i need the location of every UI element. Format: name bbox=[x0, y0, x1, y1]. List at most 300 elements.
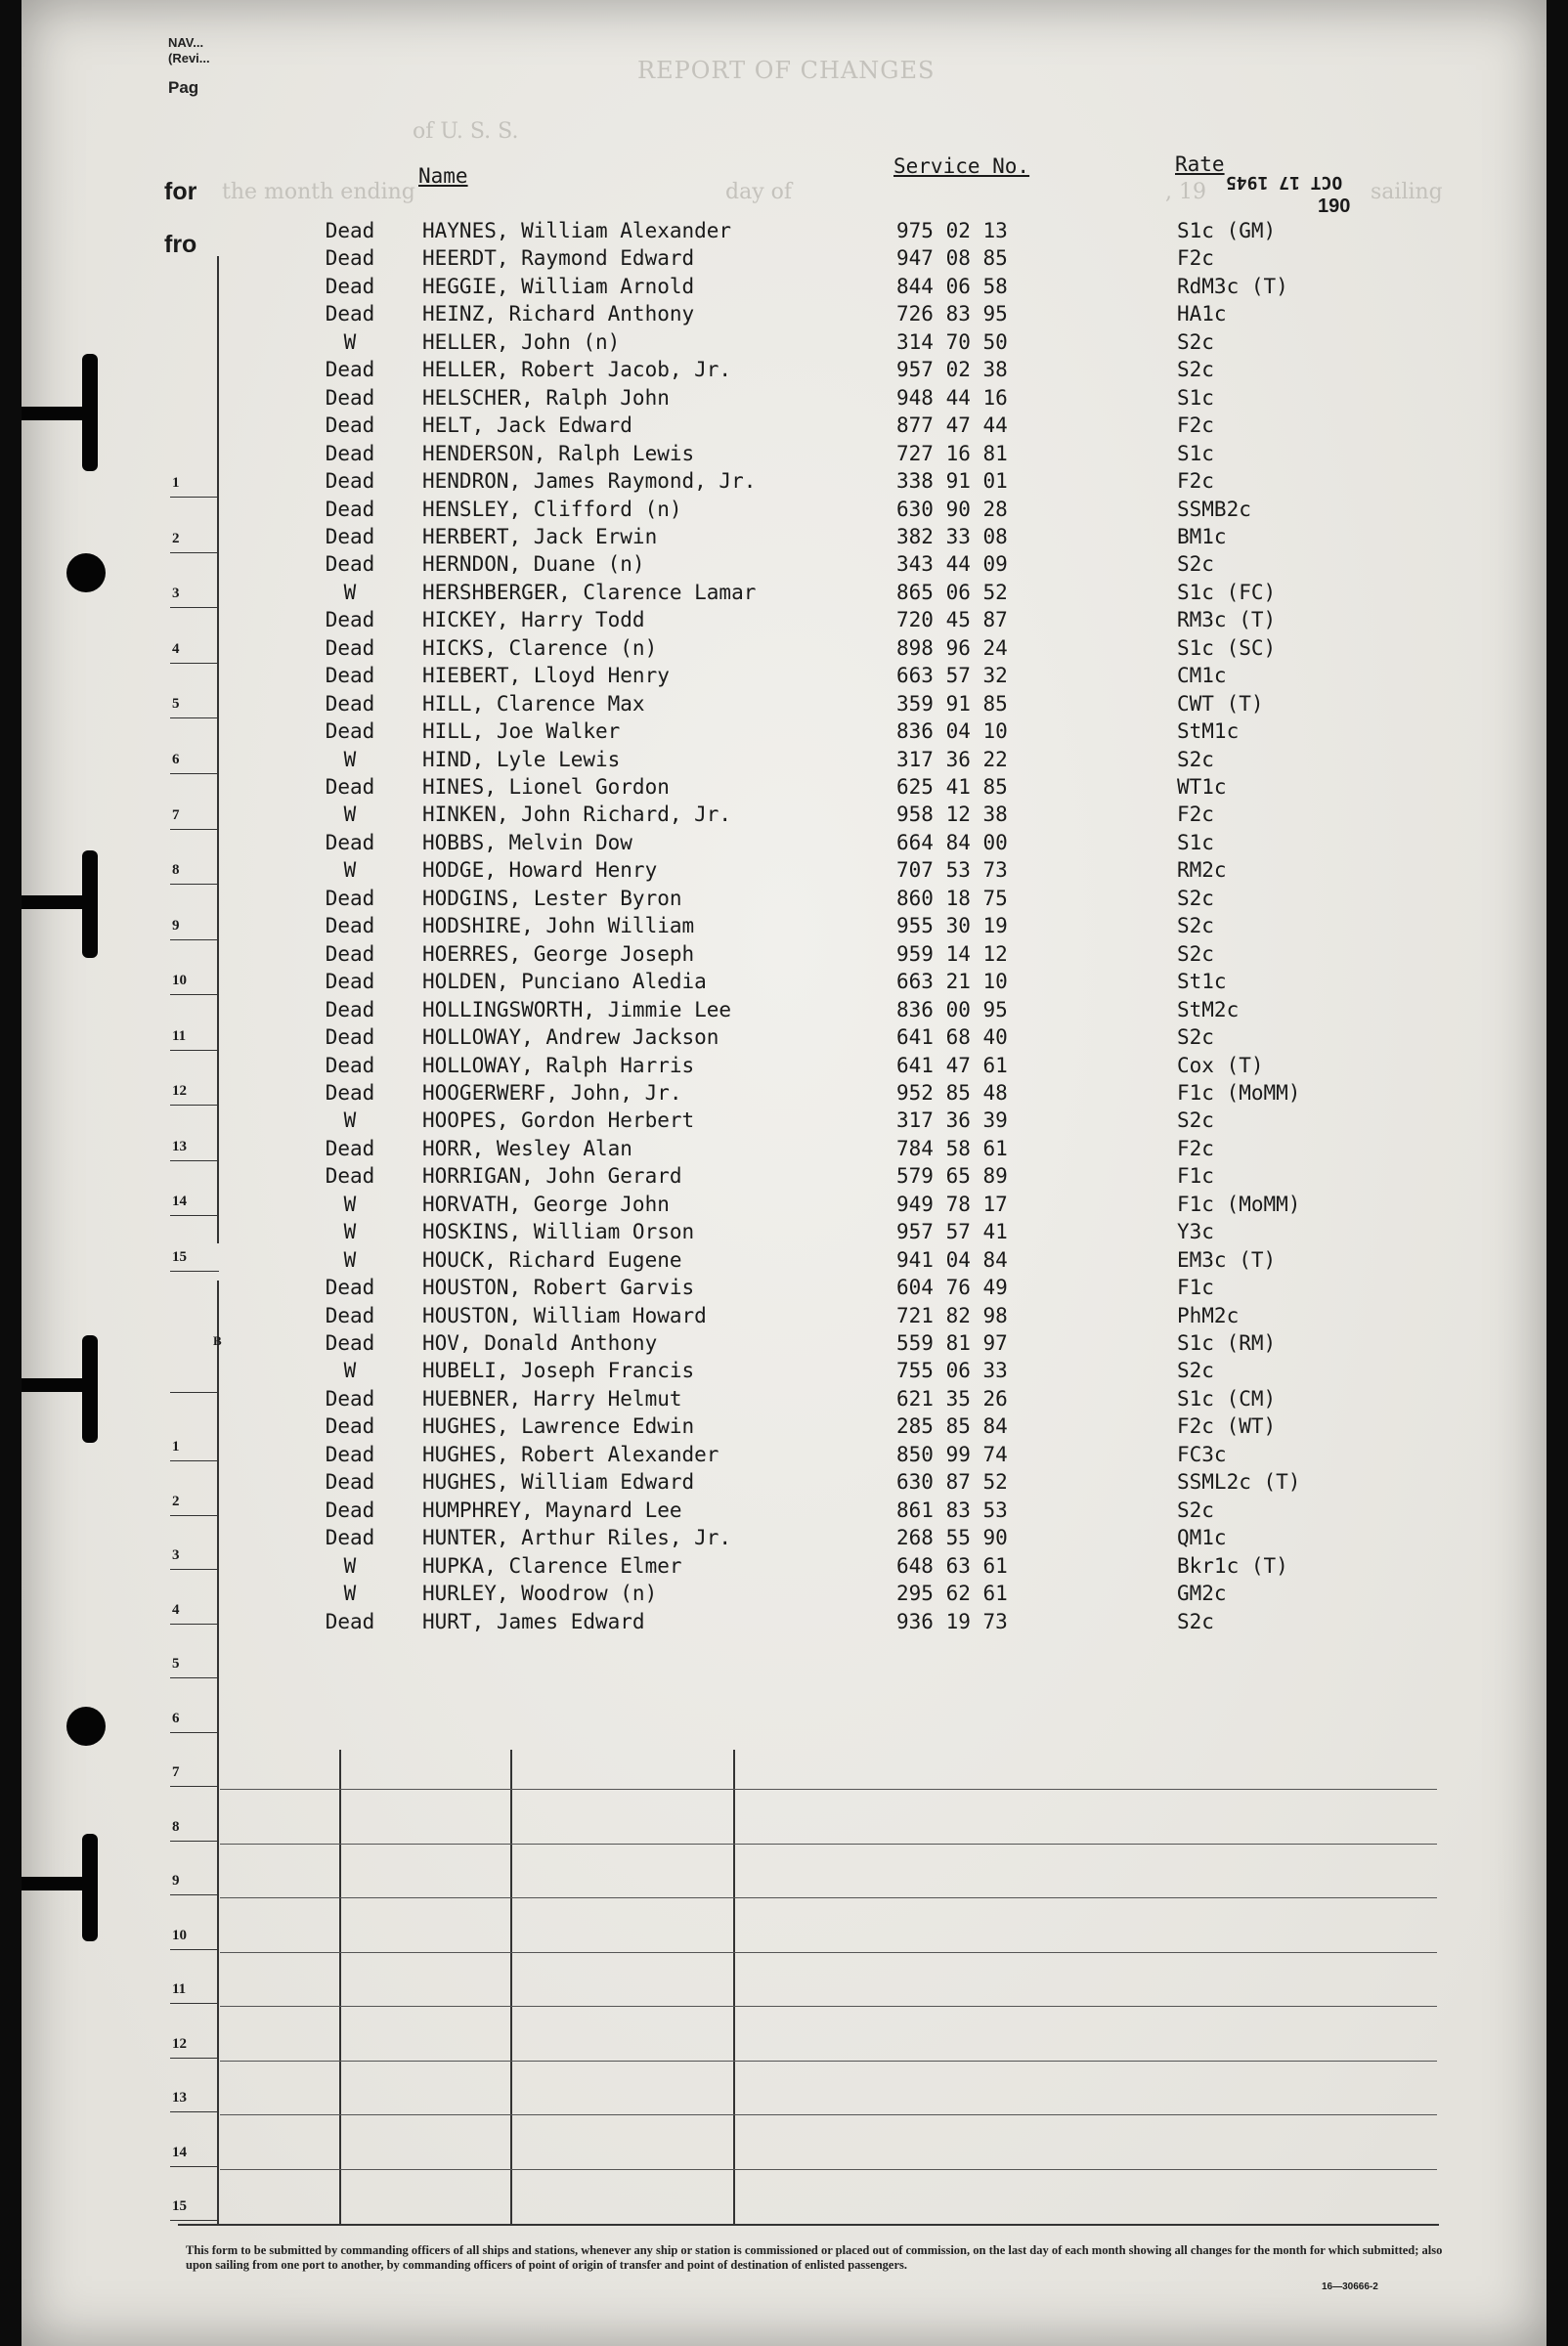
record-service-no: 836 00 95 bbox=[896, 997, 1008, 1021]
record-service-no: 955 30 19 bbox=[896, 914, 1008, 938]
record-service-no: 268 55 90 bbox=[896, 1526, 1008, 1550]
page-label: Pag bbox=[168, 78, 199, 97]
grid-rule-2 bbox=[510, 1750, 512, 2224]
record-name: HOUCK, Richard Eugene bbox=[422, 1247, 682, 1272]
record-row bbox=[22, 1193, 1546, 1220]
record-service-no: 860 18 75 bbox=[896, 886, 1008, 910]
record-service-no: 317 36 22 bbox=[896, 747, 1008, 771]
record-name: HUNTER, Arthur Riles, Jr. bbox=[422, 1526, 732, 1550]
record-service-no: 721 82 98 bbox=[896, 1303, 1008, 1327]
margin-line bbox=[170, 939, 219, 940]
record-name: HUGHES, Robert Alexander bbox=[422, 1442, 719, 1466]
record-service-no: 314 70 50 bbox=[896, 329, 1008, 354]
grid-line bbox=[220, 1844, 1437, 1845]
record-service-no: 898 96 24 bbox=[896, 635, 1008, 660]
rate-column-header: Rate bbox=[1175, 152, 1225, 176]
punch-hole-2 bbox=[66, 1707, 106, 1746]
margin-line bbox=[170, 1841, 219, 1842]
record-service-no: 727 16 81 bbox=[896, 441, 1008, 465]
margin-line bbox=[170, 1105, 219, 1106]
record-rate: HA1c bbox=[1177, 302, 1227, 326]
record-status: Dead bbox=[325, 1025, 375, 1050]
form-month-faint: the month ending bbox=[222, 180, 415, 204]
record-rate: St1c bbox=[1177, 970, 1227, 994]
record-row bbox=[22, 469, 1546, 497]
record-rate: QM1c bbox=[1177, 1526, 1227, 1550]
record-name: HINKEN, John Richard, Jr. bbox=[422, 803, 732, 827]
record-status: W bbox=[343, 747, 357, 771]
record-status: Dead bbox=[325, 1470, 375, 1495]
record-name: HERSHBERGER, Clarence Lamar bbox=[422, 580, 757, 604]
record-service-no: 952 85 48 bbox=[896, 1080, 1008, 1105]
margin-line bbox=[170, 1677, 219, 1678]
record-row bbox=[22, 1582, 1546, 1609]
margin-line bbox=[170, 2220, 219, 2221]
line-number: 5 bbox=[172, 1656, 180, 1672]
record-name: HODGINS, Lester Byron bbox=[422, 886, 682, 910]
record-name: HERNDON, Duane (n) bbox=[422, 552, 645, 577]
record-row bbox=[22, 442, 1546, 469]
date-stamp: OCT 17 1945 bbox=[1226, 172, 1343, 193]
record-rate: SSMB2c bbox=[1177, 497, 1251, 521]
record-name: HEGGIE, William Arnold bbox=[422, 274, 695, 298]
record-row bbox=[22, 1304, 1546, 1331]
margin-line bbox=[170, 1786, 219, 1787]
record-service-no: 630 87 52 bbox=[896, 1470, 1008, 1495]
record-service-no: 958 12 38 bbox=[896, 803, 1008, 827]
document-page bbox=[22, 0, 1546, 2346]
record-status: Dead bbox=[325, 1526, 375, 1550]
record-service-no: 285 85 84 bbox=[896, 1414, 1008, 1439]
line-number: 6 bbox=[172, 752, 180, 767]
record-row bbox=[22, 942, 1546, 970]
record-rate: F1c (MoMM) bbox=[1177, 1192, 1301, 1216]
line-number: 8 bbox=[172, 1818, 180, 1835]
record-name: HORR, Wesley Alan bbox=[422, 1136, 632, 1160]
record-row bbox=[22, 1108, 1546, 1136]
record-row bbox=[22, 1331, 1546, 1359]
record-row bbox=[22, 1387, 1546, 1414]
record-row bbox=[22, 664, 1546, 691]
line-number: 11 bbox=[172, 1981, 187, 1997]
record-row bbox=[22, 1359, 1546, 1386]
record-name: HUBELI, Joseph Francis bbox=[422, 1359, 695, 1383]
record-rate: GM2c bbox=[1177, 1582, 1227, 1606]
record-row bbox=[22, 1081, 1546, 1108]
line-number: 3 bbox=[172, 1547, 180, 1563]
line-number: 10 bbox=[172, 1927, 187, 1943]
record-name: HEINZ, Richard Anthony bbox=[422, 302, 695, 326]
record-row bbox=[22, 1414, 1546, 1442]
record-service-no: 861 83 53 bbox=[896, 1498, 1008, 1522]
grid-line bbox=[220, 1952, 1437, 1953]
record-name: HUMPHREY, Maynard Lee bbox=[422, 1498, 682, 1522]
record-name: HICKEY, Harry Todd bbox=[422, 608, 645, 632]
margin-line bbox=[170, 1271, 219, 1272]
grid-line bbox=[220, 2061, 1437, 2062]
record-row bbox=[22, 1248, 1546, 1276]
record-service-no: 975 02 13 bbox=[896, 219, 1008, 242]
grid-line bbox=[220, 2114, 1437, 2115]
record-rate: SSML2c (T) bbox=[1177, 1470, 1301, 1495]
record-name: HIEBERT, Lloyd Henry bbox=[422, 664, 670, 688]
record-status: W bbox=[343, 1108, 357, 1133]
record-service-no: 641 68 40 bbox=[896, 1025, 1008, 1050]
from-label: fro bbox=[164, 231, 197, 258]
record-name: HOLLOWAY, Andrew Jackson bbox=[422, 1025, 719, 1050]
record-service-no: 664 84 00 bbox=[896, 830, 1008, 854]
record-name: HOUSTON, William Howard bbox=[422, 1303, 707, 1327]
record-row bbox=[22, 552, 1546, 580]
record-status: Dead bbox=[325, 830, 375, 854]
margin-line bbox=[170, 497, 219, 498]
record-row bbox=[22, 887, 1546, 914]
record-name: HEERDT, Raymond Edward bbox=[422, 246, 695, 271]
service-no-column-header: Service No. bbox=[893, 154, 1030, 178]
record-service-no: 755 06 33 bbox=[896, 1359, 1008, 1383]
record-status: Dead bbox=[325, 1080, 375, 1105]
record-row bbox=[22, 1526, 1546, 1553]
record-service-no: 559 81 97 bbox=[896, 1331, 1008, 1355]
form-title-faint: REPORT OF CHANGES bbox=[637, 57, 936, 84]
record-service-no: 949 78 17 bbox=[896, 1192, 1008, 1216]
margin-line bbox=[170, 2111, 219, 2112]
record-rate: F2c bbox=[1177, 246, 1214, 271]
record-service-no: 625 41 85 bbox=[896, 775, 1008, 799]
record-status: Dead bbox=[325, 1303, 375, 1327]
record-status: Dead bbox=[325, 886, 375, 910]
line-number: 13 bbox=[172, 1139, 187, 1154]
margin-line bbox=[170, 994, 219, 995]
record-rate: S1c (FC) bbox=[1177, 580, 1277, 604]
record-row bbox=[22, 636, 1546, 664]
record-row bbox=[22, 692, 1546, 719]
record-service-no: 641 47 61 bbox=[896, 1053, 1008, 1077]
record-row bbox=[22, 525, 1546, 552]
record-service-no: 579 65 89 bbox=[896, 1164, 1008, 1189]
record-status: Dead bbox=[325, 719, 375, 744]
record-name: HELLER, Robert Jacob, Jr. bbox=[422, 358, 732, 382]
margin-line bbox=[170, 884, 219, 885]
record-row bbox=[22, 831, 1546, 858]
record-service-no: 720 45 87 bbox=[896, 608, 1008, 632]
record-row bbox=[22, 413, 1546, 441]
record-service-no: 707 53 73 bbox=[896, 858, 1008, 883]
record-status: W bbox=[343, 1359, 357, 1383]
punch-hole-1 bbox=[66, 553, 106, 592]
record-status: Dead bbox=[325, 552, 375, 577]
record-rate: RdM3c (T) bbox=[1177, 274, 1288, 298]
record-rate: CWT (T) bbox=[1177, 691, 1264, 716]
record-row bbox=[22, 1610, 1546, 1637]
record-status: Dead bbox=[325, 385, 375, 410]
record-service-no: 604 76 49 bbox=[896, 1276, 1008, 1300]
line-number: 7 bbox=[172, 1764, 180, 1780]
record-name: HELT, Jack Edward bbox=[422, 413, 632, 438]
record-status: W bbox=[343, 1220, 357, 1244]
record-service-no: 621 35 26 bbox=[896, 1386, 1008, 1411]
record-name: HIND, Lyle Lewis bbox=[422, 747, 621, 771]
record-name: HOLLOWAY, Ralph Harris bbox=[422, 1053, 695, 1077]
binder-clip-3-arm bbox=[22, 1378, 90, 1392]
record-service-no: 957 57 41 bbox=[896, 1220, 1008, 1244]
record-status: Dead bbox=[325, 358, 375, 382]
record-rate: S1c bbox=[1177, 385, 1214, 410]
line-number: 12 bbox=[172, 2035, 187, 2052]
record-name: HOSKINS, William Orson bbox=[422, 1220, 695, 1244]
record-service-no: 877 47 44 bbox=[896, 413, 1008, 438]
record-row bbox=[22, 608, 1546, 635]
record-name: HODGE, Howard Henry bbox=[422, 858, 658, 883]
record-name: HILL, Clarence Max bbox=[422, 691, 645, 716]
grid-bottom-rule bbox=[178, 2224, 1439, 2226]
form-tag-line2: (Revi... bbox=[168, 51, 210, 65]
record-name: HUPKA, Clarence Elmer bbox=[422, 1553, 682, 1578]
record-status: W bbox=[343, 580, 357, 604]
record-row bbox=[22, 219, 1546, 246]
record-status: Dead bbox=[325, 635, 375, 660]
record-rate: Bkr1c (T) bbox=[1177, 1553, 1288, 1578]
grid-line bbox=[220, 1897, 1437, 1898]
record-row bbox=[22, 1054, 1546, 1081]
record-status: Dead bbox=[325, 1053, 375, 1077]
record-name: HICKS, Clarence (n) bbox=[422, 635, 658, 660]
record-rate: F1c (MoMM) bbox=[1177, 1080, 1301, 1105]
record-status: Dead bbox=[325, 608, 375, 632]
record-rate: WT1c bbox=[1177, 775, 1227, 799]
record-service-no: 844 06 58 bbox=[896, 274, 1008, 298]
record-row bbox=[22, 1499, 1546, 1526]
record-rate: S1c (GM) bbox=[1177, 219, 1277, 242]
record-status: Dead bbox=[325, 1498, 375, 1522]
record-rate: StM1c bbox=[1177, 719, 1240, 744]
record-rate: S1c (RM) bbox=[1177, 1331, 1277, 1355]
line-number: 1 bbox=[172, 475, 180, 491]
record-service-no: 865 06 52 bbox=[896, 580, 1008, 604]
for-label: for bbox=[164, 178, 197, 205]
record-service-no: 784 58 61 bbox=[896, 1136, 1008, 1160]
record-name: HOUSTON, Robert Garvis bbox=[422, 1276, 695, 1300]
record-row bbox=[22, 803, 1546, 830]
form-number: 16—30666-2 bbox=[1322, 2281, 1378, 2292]
record-name: HURT, James Edward bbox=[422, 1609, 645, 1633]
form-day-faint: day of bbox=[725, 180, 793, 204]
record-service-no: 317 36 39 bbox=[896, 1108, 1008, 1133]
line-number: 7 bbox=[172, 807, 180, 823]
section-marker: B bbox=[213, 1333, 222, 1348]
record-status: Dead bbox=[325, 1276, 375, 1300]
form-uss-faint: of U. S. S. bbox=[413, 119, 519, 144]
record-status: Dead bbox=[325, 1164, 375, 1189]
record-rate: EM3c (T) bbox=[1177, 1247, 1277, 1272]
record-status: Dead bbox=[325, 469, 375, 494]
name-column-header: Name bbox=[418, 164, 468, 188]
record-status: Dead bbox=[325, 413, 375, 438]
record-name: HOLDEN, Punciano Aledia bbox=[422, 970, 707, 994]
record-name: HERBERT, Jack Erwin bbox=[422, 524, 658, 548]
grid-line bbox=[220, 1789, 1437, 1790]
record-name: HAYNES, William Alexander bbox=[422, 219, 732, 242]
binder-clip-1-arm bbox=[22, 407, 90, 420]
line-number: 13 bbox=[172, 2090, 187, 2106]
record-rate: F2c bbox=[1177, 1136, 1214, 1160]
record-row bbox=[22, 1443, 1546, 1470]
record-status: W bbox=[343, 1247, 357, 1272]
record-name: HELLER, John (n) bbox=[422, 329, 621, 354]
margin-line bbox=[170, 773, 219, 774]
margin-line bbox=[170, 717, 219, 718]
line-number: 9 bbox=[172, 918, 180, 934]
form-year-faint: , 19 bbox=[1165, 180, 1206, 204]
margin-line bbox=[170, 552, 219, 553]
record-status: Dead bbox=[325, 441, 375, 465]
record-service-no: 382 33 08 bbox=[896, 524, 1008, 548]
record-rate: F2c bbox=[1177, 803, 1214, 827]
record-name: HODSHIRE, John William bbox=[422, 914, 695, 938]
record-name: HOBBS, Melvin Dow bbox=[422, 830, 632, 854]
record-rate: S2c bbox=[1177, 552, 1214, 577]
record-status: Dead bbox=[325, 274, 375, 298]
stamp-number: 190 bbox=[1318, 196, 1351, 217]
grid-rule-1 bbox=[339, 1750, 341, 2224]
record-rate: StM2c bbox=[1177, 997, 1240, 1021]
line-number: 14 bbox=[172, 1194, 187, 1209]
record-service-no: 338 91 01 bbox=[896, 469, 1008, 494]
record-service-no: 959 14 12 bbox=[896, 941, 1008, 966]
record-rate: S2c bbox=[1177, 329, 1214, 354]
record-status: Dead bbox=[325, 246, 375, 271]
record-row bbox=[22, 386, 1546, 413]
record-row bbox=[22, 1554, 1546, 1582]
record-status: Dead bbox=[325, 664, 375, 688]
margin-line bbox=[170, 2166, 219, 2167]
record-row bbox=[22, 1470, 1546, 1498]
record-row bbox=[22, 1220, 1546, 1247]
record-service-no: 957 02 38 bbox=[896, 358, 1008, 382]
grid-line bbox=[220, 2169, 1437, 2170]
record-rate: S2c bbox=[1177, 747, 1214, 771]
record-status: W bbox=[343, 1582, 357, 1606]
record-status: Dead bbox=[325, 1414, 375, 1439]
record-status: Dead bbox=[325, 775, 375, 799]
margin-line bbox=[170, 663, 219, 664]
record-rate: S2c bbox=[1177, 358, 1214, 382]
margin-line bbox=[170, 1215, 219, 1216]
record-rate: F2c bbox=[1177, 469, 1214, 494]
record-rate: S1c bbox=[1177, 830, 1214, 854]
record-rate: S1c (SC) bbox=[1177, 635, 1277, 660]
margin-line bbox=[170, 607, 219, 608]
record-rate: BM1c bbox=[1177, 524, 1227, 548]
record-row bbox=[22, 1276, 1546, 1303]
record-service-no: 663 21 10 bbox=[896, 970, 1008, 994]
record-row bbox=[22, 914, 1546, 941]
record-service-no: 359 91 85 bbox=[896, 691, 1008, 716]
record-status: Dead bbox=[325, 1386, 375, 1411]
record-rate: S2c bbox=[1177, 886, 1214, 910]
record-name: HENDERSON, Ralph Lewis bbox=[422, 441, 695, 465]
record-rate: F1c bbox=[1177, 1276, 1214, 1300]
record-rate: S2c bbox=[1177, 941, 1214, 966]
record-rate: S2c bbox=[1177, 1359, 1214, 1383]
record-status: W bbox=[343, 1192, 357, 1216]
record-service-no: 936 19 73 bbox=[896, 1609, 1008, 1633]
record-service-no: 941 04 84 bbox=[896, 1247, 1008, 1272]
record-row bbox=[22, 719, 1546, 747]
record-service-no: 726 83 95 bbox=[896, 302, 1008, 326]
record-status: W bbox=[343, 858, 357, 883]
record-service-no: 836 04 10 bbox=[896, 719, 1008, 744]
record-status: Dead bbox=[325, 302, 375, 326]
record-row bbox=[22, 1025, 1546, 1053]
record-rate: CM1c bbox=[1177, 664, 1227, 688]
binder-clip-4-arm bbox=[22, 1877, 90, 1890]
record-service-no: 343 44 09 bbox=[896, 552, 1008, 577]
record-row bbox=[22, 581, 1546, 608]
record-rate: PhM2c bbox=[1177, 1303, 1240, 1327]
record-row bbox=[22, 358, 1546, 385]
record-status: Dead bbox=[325, 524, 375, 548]
record-row bbox=[22, 302, 1546, 329]
grid-line bbox=[220, 2006, 1437, 2007]
margin-line bbox=[170, 1894, 219, 1895]
margin-line bbox=[170, 2003, 219, 2004]
record-status: Dead bbox=[325, 970, 375, 994]
record-status: W bbox=[343, 1553, 357, 1578]
record-name: HUGHES, Lawrence Edwin bbox=[422, 1414, 695, 1439]
record-name: HURLEY, Woodrow (n) bbox=[422, 1582, 658, 1606]
record-name: HOERRES, George Joseph bbox=[422, 941, 695, 966]
record-name: HELSCHER, Ralph John bbox=[422, 385, 670, 410]
record-row bbox=[22, 498, 1546, 525]
record-name: HUEBNER, Harry Helmut bbox=[422, 1386, 682, 1411]
margin-line bbox=[170, 1050, 219, 1051]
line-number: 8 bbox=[172, 862, 180, 878]
record-status: Dead bbox=[325, 914, 375, 938]
record-row bbox=[22, 246, 1546, 274]
line-number: 9 bbox=[172, 1873, 180, 1889]
line-number: 4 bbox=[172, 641, 180, 657]
record-row bbox=[22, 858, 1546, 886]
margin-line bbox=[170, 1392, 219, 1393]
record-service-no: 648 63 61 bbox=[896, 1553, 1008, 1578]
line-number: 4 bbox=[172, 1601, 180, 1618]
record-row bbox=[22, 275, 1546, 302]
line-number: 5 bbox=[172, 696, 180, 712]
grid-rule-3 bbox=[733, 1750, 735, 2224]
record-status: Dead bbox=[325, 497, 375, 521]
record-status: W bbox=[343, 803, 357, 827]
record-rate: FC3c bbox=[1177, 1442, 1227, 1466]
record-row bbox=[22, 998, 1546, 1025]
line-number: 1 bbox=[172, 1439, 180, 1455]
line-number: 14 bbox=[172, 2144, 187, 2160]
record-status: Dead bbox=[325, 691, 375, 716]
margin-line bbox=[170, 2058, 219, 2059]
record-service-no: 630 90 28 bbox=[896, 497, 1008, 521]
margin-line bbox=[170, 1624, 219, 1625]
record-rate: S2c bbox=[1177, 1108, 1214, 1133]
record-rate: Y3c bbox=[1177, 1220, 1214, 1244]
line-number: 15 bbox=[172, 2198, 187, 2214]
margin-line bbox=[170, 1732, 219, 1733]
line-number: 11 bbox=[172, 1028, 187, 1044]
record-status: Dead bbox=[325, 997, 375, 1021]
record-status: Dead bbox=[325, 1331, 375, 1355]
margin-line bbox=[170, 1515, 219, 1516]
record-rate: F2c bbox=[1177, 413, 1214, 438]
record-status: Dead bbox=[325, 1136, 375, 1160]
